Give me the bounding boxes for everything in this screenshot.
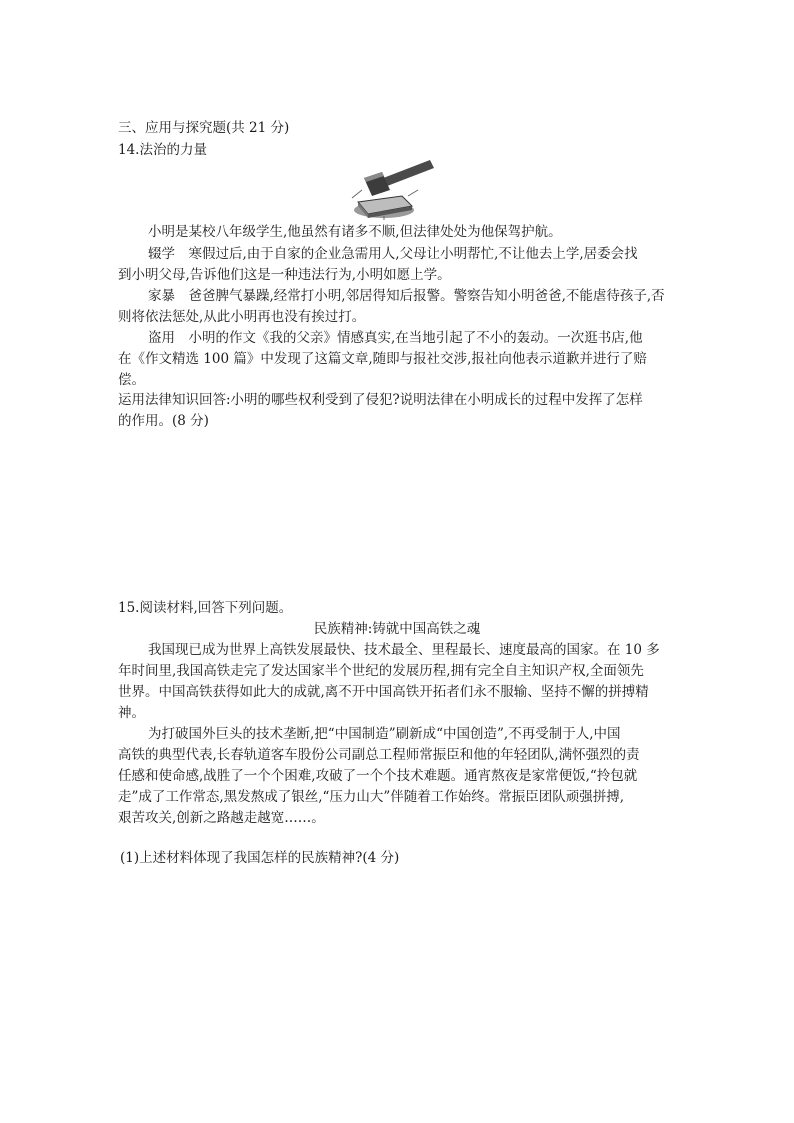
question-14-case-3-line-2: 在《作文精选 100 篇》中发现了这篇文章,随即与报社交涉,报社向他表示道歉并进行了赔: [118, 351, 647, 367]
question-15-para-1-line-3: 世界。中国高铁获得如此大的成就,离不开中国高铁开拓者们永不服输、坚持不懈的拼搏精: [118, 684, 649, 700]
question-14-case-2-line-1: 家暴 爸爸脾气暴躁,经常打小明,邻居得知后报警。警察告知小明爸爸,不能虐待孩子,否: [148, 288, 665, 304]
question-15-para-1-line-4: 神。: [118, 705, 145, 721]
section-heading: 三、应用与探究题(共 21 分): [118, 120, 290, 136]
question-15-para-2-line-4: 走”成了工作常态,黑发熬成了银丝,“压力山大”伴随着工作始终。常振臣团队顽强拼搏,: [118, 789, 625, 805]
question-14-case-3-line-1: 盗用 小明的作文《我的父亲》情感真实,在当地引起了不小的轰动。一次逛书店,他: [148, 330, 643, 346]
question-15-title: 15.阅读材料,回答下列问题。: [118, 600, 293, 616]
question-14-case-3-line-3: 偿。: [118, 372, 145, 388]
question-15-para-2-line-2: 高铁的典型代表,长春轨道客车股份公司副总工程师常振臣和他的年轻团队,满怀强烈的责: [118, 747, 640, 763]
question-14-prompt-line-1: 运用法律知识回答:小明的哪些权利受到了侵犯?说明法律在小明成长的过程中发挥了怎样: [118, 392, 643, 408]
question-15-para-1-line-1: 我国现已成为世界上高铁发展最快、技术最全、里程最长、速度最高的国家。在 10 多: [148, 642, 660, 658]
question-15-para-2-line-5: 艰苦攻关,创新之路越走越宽……。: [118, 810, 325, 826]
question-15-para-2-line-3: 任感和使命感,战胜了一个个困难,攻破了一个个技术难题。通宵熬夜是家常便饭,“拎包就: [118, 768, 638, 784]
gavel-icon: [338, 158, 438, 222]
question-14-intro: 小明是某校八年级学生,他虽然有诸多不顺,但法律处处为他保驾护航。: [148, 224, 562, 240]
question-14-case-1-line-2: 到小明父母,告诉他们这是一种违法行为,小明如愿上学。: [118, 267, 451, 283]
question-15-para-2-line-1: 为打破国外巨头的技术垄断,把“中国制造”刷新成“中国创造”,不再受制于人,中国: [148, 726, 621, 742]
question-14-case-1-line-1: 辍学 寒假过后,由于自家的企业急需用人,父母让小明帮忙,不让他去上学,居委会找: [148, 246, 638, 262]
question-15-para-1-line-2: 年时间里,我国高铁走完了发达国家半个世纪的发展历程,拥有完全自主知识产权,全面领先: [118, 663, 644, 679]
question-14-title: 14.法治的力量: [118, 142, 207, 158]
question-14-prompt-line-2: 的作用。(8 分): [118, 413, 209, 429]
question-14-case-2-line-2: 则将依法惩处,从此小明再也没有挨过打。: [118, 309, 366, 325]
question-15-material-title: 民族精神:铸就中国高铁之魂: [313, 621, 481, 637]
question-15-sub-1: (1)上述材料体现了我国怎样的民族精神?(4 分): [120, 850, 400, 866]
